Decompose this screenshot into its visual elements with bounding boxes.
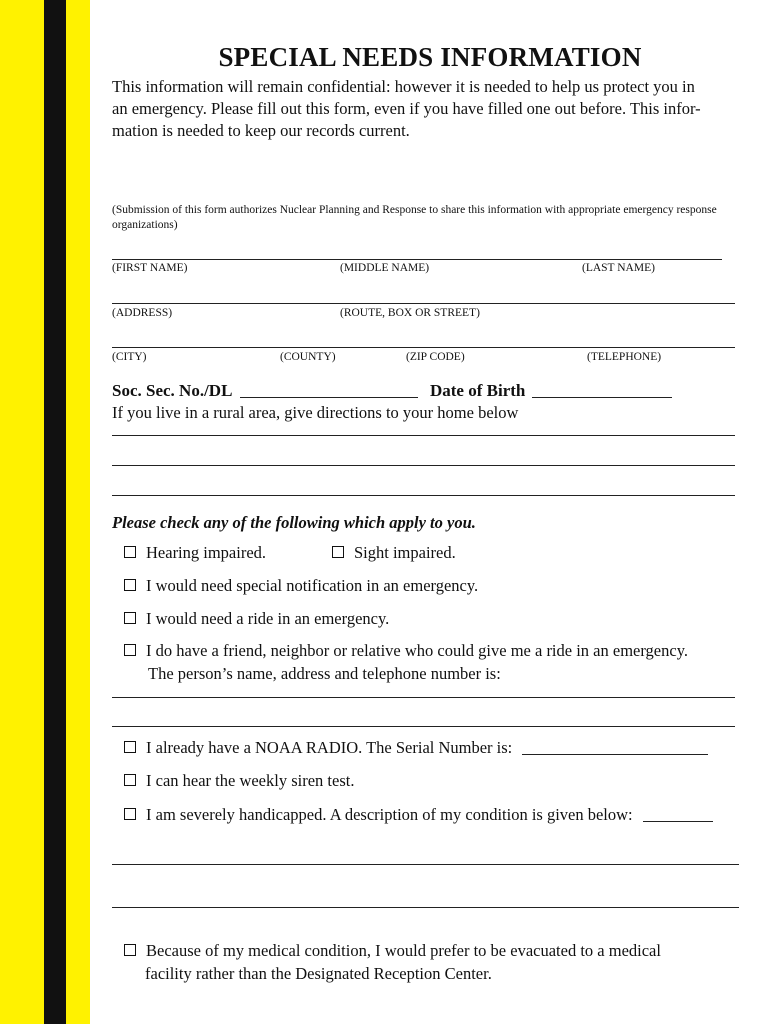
county-label: (COUNTY): [280, 351, 336, 363]
intro-line-2: an emergency. Please fill out this form, even if you have filled one out before. This infor-: [112, 99, 701, 118]
authorization-note: (Submission of this form authorizes Nuclear Planning and Response to share this information with appropriate emergency response organizations): [112, 204, 717, 231]
friend-checkbox[interactable]: [124, 644, 136, 656]
sight-checkbox[interactable]: [332, 546, 344, 558]
friend-label-continued: The person’s name, address and telephone number is:: [148, 664, 501, 683]
hearing-label: Hearing impaired.: [146, 543, 267, 562]
directions-prompt: If you live in a rural area, give directions to your home below: [112, 403, 519, 422]
telephone-label: (TELEPHONE): [587, 351, 662, 363]
option-ride: [124, 609, 389, 629]
hearing-checkbox[interactable]: [124, 546, 136, 558]
directions-line-1[interactable]: [112, 435, 735, 436]
option-friend: [124, 641, 688, 661]
notification-label: I would need special notification in an emergency.: [146, 576, 479, 595]
city-field-line[interactable]: [112, 347, 735, 348]
noaa-checkbox[interactable]: [124, 741, 136, 753]
city-label: (CITY): [112, 351, 147, 363]
option-handicapped: [124, 805, 713, 825]
handicapped-label: I am severely handicapped. A description of my condition is given below:: [146, 805, 633, 824]
first-name-label: (FIRST NAME): [112, 262, 188, 274]
form-title: SPECIAL NEEDS INFORMATION: [218, 42, 642, 72]
notification-checkbox[interactable]: [124, 579, 136, 591]
condition-line-2[interactable]: [112, 907, 739, 908]
intro-line-1: This information will remain confidential: however it is needed to help us protect you in: [112, 77, 695, 96]
middle-name-label: (MIDDLE NAME): [340, 262, 430, 274]
intro-paragraph: [112, 76, 742, 142]
noaa-label: I already have a NOAA RADIO. The Serial Number is:: [146, 738, 513, 757]
route-label: (ROUTE, BOX OR STREET): [340, 307, 480, 319]
zip-label: (ZIP CODE): [406, 351, 465, 363]
medical-label-continued: facility rather than the Designated Reception Center.: [145, 964, 492, 983]
directions-line-3[interactable]: [112, 495, 735, 496]
option-medical: [124, 941, 661, 961]
noaa-serial-field[interactable]: [522, 740, 708, 755]
sight-label: Sight impaired.: [354, 543, 456, 562]
siren-checkbox[interactable]: [124, 774, 136, 786]
check-heading: Please check any of the following which apply to you.: [112, 513, 476, 532]
address-field-line[interactable]: [112, 303, 735, 304]
dob-field[interactable]: [532, 383, 672, 398]
handicapped-checkbox[interactable]: [124, 808, 136, 820]
ride-label: I would need a ride in an emergency.: [146, 609, 390, 628]
medical-checkbox[interactable]: [124, 944, 136, 956]
option-hearing: [124, 543, 266, 563]
intro-line-3: mation is needed to keep our records current.: [112, 121, 410, 140]
condition-field-start[interactable]: [643, 807, 713, 822]
ssn-dob-row: [112, 381, 672, 401]
friend-info-line-1[interactable]: [112, 697, 735, 698]
siren-label: I can hear the weekly siren test.: [146, 771, 355, 790]
dob-label: Date of Birth: [429, 381, 526, 400]
medical-label: Because of my medical condition, I would prefer to be evacuated to a medical: [146, 941, 661, 960]
option-sight: [332, 543, 456, 563]
black-edge-stripe: [44, 0, 66, 1024]
condition-line-1[interactable]: [112, 864, 739, 865]
yellow-edge-stripe: [0, 0, 44, 1024]
option-notification: [124, 576, 478, 596]
option-siren: [124, 771, 354, 791]
last-name-label: (LAST NAME): [582, 262, 655, 274]
ssn-label: Soc. Sec. No./DL: [112, 381, 232, 400]
ssn-field[interactable]: [240, 383, 418, 398]
friend-label: I do have a friend, neighbor or relative who could give me a ride in an emergency.: [146, 641, 689, 660]
address-label: (ADDRESS): [112, 307, 173, 319]
option-noaa: [124, 738, 708, 758]
ride-checkbox[interactable]: [124, 612, 136, 624]
yellow-inner-stripe: [66, 0, 90, 1024]
directions-line-2[interactable]: [112, 465, 735, 466]
friend-info-line-2[interactable]: [112, 726, 735, 727]
name-field-line[interactable]: [112, 259, 722, 260]
